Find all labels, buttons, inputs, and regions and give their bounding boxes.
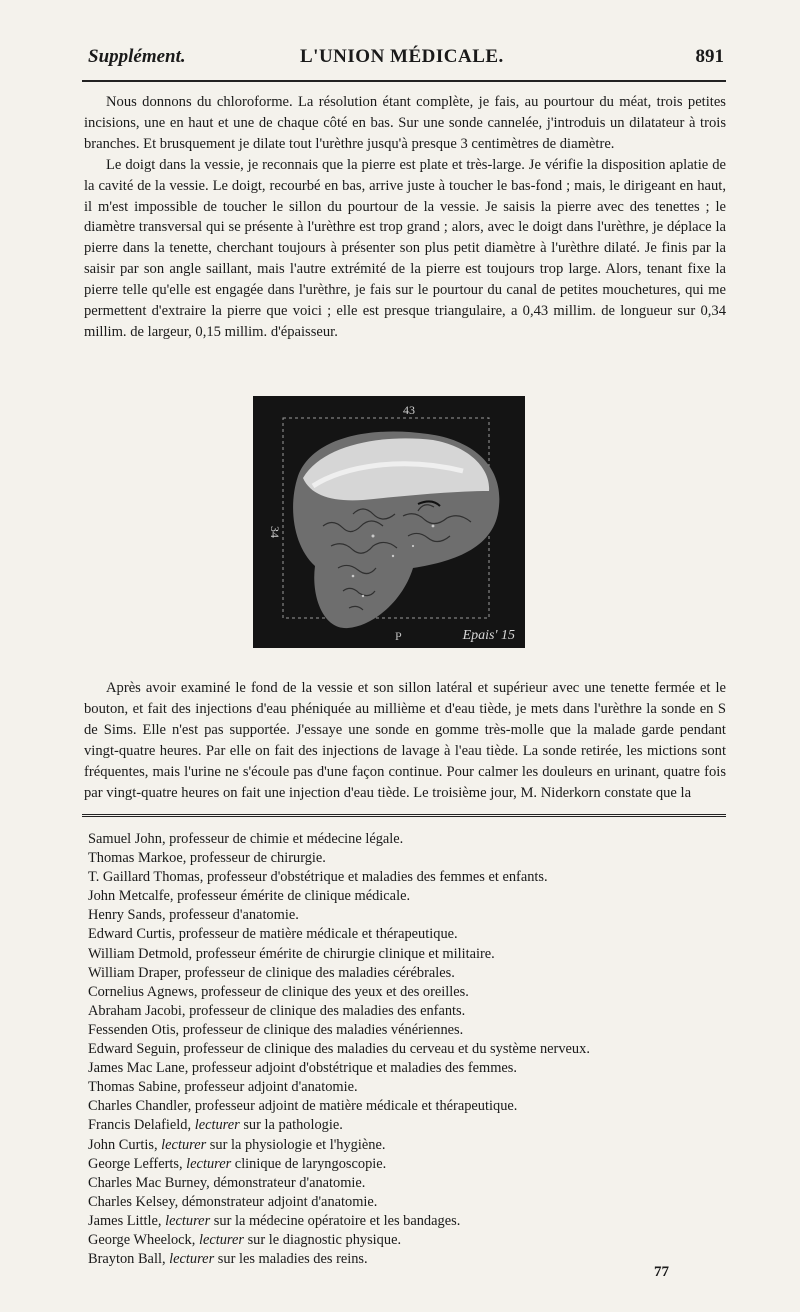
faculty-role [183, 1156, 387, 1172]
lecturer-term: lecturer [157, 1136, 207, 1153]
faculty-entry [88, 1078, 718, 1097]
faculty-role-text: professeur de clinique des maladies cérébrales. [181, 964, 455, 981]
faculty-role [188, 1060, 517, 1076]
lecturer-term: lecturer [165, 1251, 215, 1268]
faculty-role [162, 1213, 461, 1229]
faculty-role [210, 1175, 366, 1191]
bladder-stone-engraving [253, 396, 525, 648]
faculty-name: George Wheelock, [88, 1231, 196, 1248]
faculty-role [166, 907, 299, 923]
faculty-entry [88, 1231, 718, 1250]
faculty-role-text: professeur de matière médicale et thérapeutique. [175, 926, 458, 943]
article-text-bottom [84, 678, 726, 803]
faculty-role-text: professeur adjoint d'obstétrique et maladies des femmes. [188, 1060, 517, 1077]
page-number: 77 [654, 1264, 669, 1280]
faculty-entry [88, 906, 718, 925]
page-folio: 891 [695, 46, 724, 67]
header-rule [82, 80, 726, 82]
faculty-entry [88, 964, 718, 983]
faculty-role [181, 965, 455, 981]
faculty-entry [88, 1212, 718, 1231]
faculty-role-text: sur la physiologie et l'hygiène. [206, 1136, 386, 1153]
section-separator [82, 814, 726, 817]
faculty-entry [88, 1155, 718, 1174]
faculty-role-text: sur les maladies des reins. [214, 1251, 368, 1268]
faculty-role [174, 888, 411, 904]
faculty-role-text: professeur de clinique des maladies vénériennes. [179, 1021, 464, 1038]
faculty-name: John Metcalfe, [88, 888, 174, 905]
faculty-role-text: professeur d'obstétrique et maladies des femmes et enfants. [203, 869, 548, 886]
faculty-name: Edward Curtis, [88, 926, 176, 943]
faculty-name: Charles Mac Burney, [88, 1174, 210, 1191]
faculty-entry [88, 849, 718, 868]
lecturer-term: lecturer [195, 1231, 244, 1248]
faculty-name: James Mac Lane, [88, 1060, 189, 1077]
faculty-role-text: professeur de clinique des maladies du cerveau et du système nerveux. [179, 1041, 590, 1058]
journal-title: L'UNION MÉDICALE. [300, 46, 504, 67]
faculty-role [181, 1079, 358, 1095]
faculty-name: Edward Seguin, [88, 1041, 180, 1058]
faculty-entry [88, 1021, 718, 1040]
running-header [88, 44, 724, 76]
faculty-role-text: professeur de clinique des yeux et des oreilles. [197, 983, 469, 1000]
faculty-role-text: sur le diagnostic physique. [243, 1231, 402, 1248]
lecturer-term: lecturer [191, 1117, 240, 1134]
faculty-name: T. Gaillard Thomas, [88, 869, 204, 886]
faculty-name: Francis Delafield, [88, 1117, 192, 1134]
faculty-role-text: professeur d'anatomie. [165, 907, 299, 924]
faculty-entry [88, 925, 718, 944]
faculty-role-text: professeur émérite de clinique médicale. [173, 888, 411, 905]
faculty-role [186, 850, 326, 866]
engraving-letter: P [395, 629, 402, 643]
faculty-name: John Curtis, [88, 1136, 158, 1153]
stone-illustration [253, 396, 525, 648]
faculty-role [175, 926, 457, 942]
dimension-top: 43 [403, 403, 415, 417]
section-label: Supplément. [88, 46, 186, 67]
faculty-name: Cornelius Agnews, [88, 983, 198, 1000]
faculty-name: Brayton Ball, [88, 1251, 166, 1268]
faculty-name: Charles Chandler, [88, 1098, 192, 1115]
faculty-role-text: professeur adjoint d'anatomie. [180, 1079, 358, 1096]
faculty-name: Thomas Sabine, [88, 1079, 181, 1096]
faculty-role-text: professeur de chimie et médecine légale. [165, 831, 404, 847]
faculty-name: William Draper, [88, 964, 182, 981]
faculty-role-text: professeur adjoint de matière médicale et thérapeutique. [191, 1098, 518, 1115]
faculty-role [186, 1003, 466, 1019]
faculty-list [88, 830, 718, 1269]
dimension-side: 34 [268, 526, 282, 538]
faculty-role-text: sur la médecine opératoire et les bandages. [210, 1212, 461, 1229]
faculty-name: George Lefferts, [88, 1155, 183, 1172]
faculty-name: Charles Kelsey, [88, 1193, 179, 1210]
faculty-role [166, 1251, 368, 1267]
faculty-name: Henry Sands, [88, 907, 166, 924]
faculty-role [178, 1194, 377, 1210]
lecturer-term: lecturer [161, 1212, 211, 1229]
faculty-name: James Little, [88, 1212, 162, 1229]
faculty-entry [88, 983, 718, 1002]
faculty-role [158, 1137, 386, 1153]
faculty-role-text: professeur de clinique des maladies des enfants. [185, 1002, 466, 1019]
faculty-role [191, 1117, 343, 1133]
faculty-role-text: démonstrateur adjoint d'anatomie. [178, 1193, 378, 1210]
faculty-name: Samuel John, [88, 831, 166, 847]
faculty-entry [88, 868, 718, 887]
faculty-entry [88, 1002, 718, 1021]
faculty-entry [88, 830, 718, 849]
faculty-role-text: clinique de laryngoscopie. [231, 1155, 387, 1172]
faculty-role [191, 1098, 517, 1114]
faculty-role [180, 1041, 590, 1057]
faculty-entry [88, 1193, 718, 1212]
faculty-name: Thomas Markoe, [88, 850, 187, 867]
paragraph: Le doigt dans la vessie, je reconnais que la pierre est plate et très-large. Je vérifie la disposition aplatie de la cavité de la vessie. Le doigt, recourbé en bas, arrive juste à toucher le bas-fond ; mais, le dirigeant en haut, il m'est impossible de toucher le sillon du pourtour de la vessie. Je saisis la pierre avec des tenettes ; le diamètre transversal qui se présente à l'urèthre est trop grand ; alors, avec le doigt dans l'urèthre, je déplace la pierre dans la tenette, cherchant toujours à présenter son plus petit diamètre à l'urèthre dilaté. Je finis par la saisir par son angle saillant, mais l'autre extrémité de la pierre est toujours trop large. Alors, tenant fixe la pierre telle qu'elle est engagée dans l'urèthre, je fais sur le pourtour du canal de petites mouchetures, qui me permettent d'extraire la pierre que voici ; elle est presque triangulaire, a 0,43 millim. de longueur sur 0,34 millim. de largeur, 0,15 millim. d'épaisseur. [84, 156, 726, 340]
faculty-role-text: professeur émérite de chirurgie clinique et militaire. [192, 945, 495, 962]
faculty-role [192, 946, 495, 962]
faculty-role-text: démonstrateur d'anatomie. [209, 1174, 366, 1191]
faculty-name: Fessenden Otis, [88, 1021, 180, 1038]
faculty-role [195, 1232, 401, 1248]
faculty-entry [88, 1136, 718, 1155]
faculty-entry [88, 945, 718, 964]
faculty-entry [88, 887, 718, 906]
lecturer-term: lecturer [182, 1155, 232, 1172]
faculty-entry [88, 1040, 718, 1059]
faculty-role-text: professeur de chirurgie. [186, 850, 326, 867]
faculty-role [203, 869, 547, 885]
paragraph: Après avoir examiné le fond de la vessie et son sillon latéral et supérieur avec une tenette fermée et le bouton, et fait des injections d'eau phéniquée au millième et d'eau tiède, je mets dans l'urèthre la sonde en S de Sims. Elle n'est pas supportée. J'essaye une sonde en gomme très-molle que la malade garde pendant vingt-quatre heures. Par elle on fait des injections de lavage à l'eau tiède. La sonde retirée, les mictions sont fréquentes, mais l'urine ne s'écoule pas d'une façon continue. Pour calmer les douleurs en urinant, quatre fois par vingt-quatre heures on fait une injection d'eau tiède. Le troisième jour, M. Niderkorn constate que la [84, 680, 726, 801]
faculty-role [198, 984, 469, 1000]
faculty-role-text: sur la pathologie. [239, 1117, 343, 1134]
thickness-caption: Epais' 15 [462, 628, 515, 643]
faculty-role [179, 1022, 463, 1038]
faculty-name: William Detmold, [88, 945, 193, 962]
paragraph: Nous donnons du chloroforme. La résolution étant complète, je fais, au pourtour du méat, trois petites incisions, une en haut et une de chaque côté en bas. Sur une sonde cannelée, j'introduis un dilatateur à trois branches. Et brusquement je dilate tout l'urèthre jusqu'à presque 3 centimètres de diamètre. [84, 94, 726, 152]
faculty-name: Abraham Jacobi, [88, 1002, 186, 1019]
faculty-entry [88, 1116, 718, 1135]
faculty-role [166, 831, 404, 847]
faculty-entry [88, 1250, 718, 1269]
faculty-entry [88, 1059, 718, 1078]
article-text-top [84, 92, 726, 343]
faculty-entry [88, 1174, 718, 1193]
faculty-entry [88, 1097, 718, 1116]
